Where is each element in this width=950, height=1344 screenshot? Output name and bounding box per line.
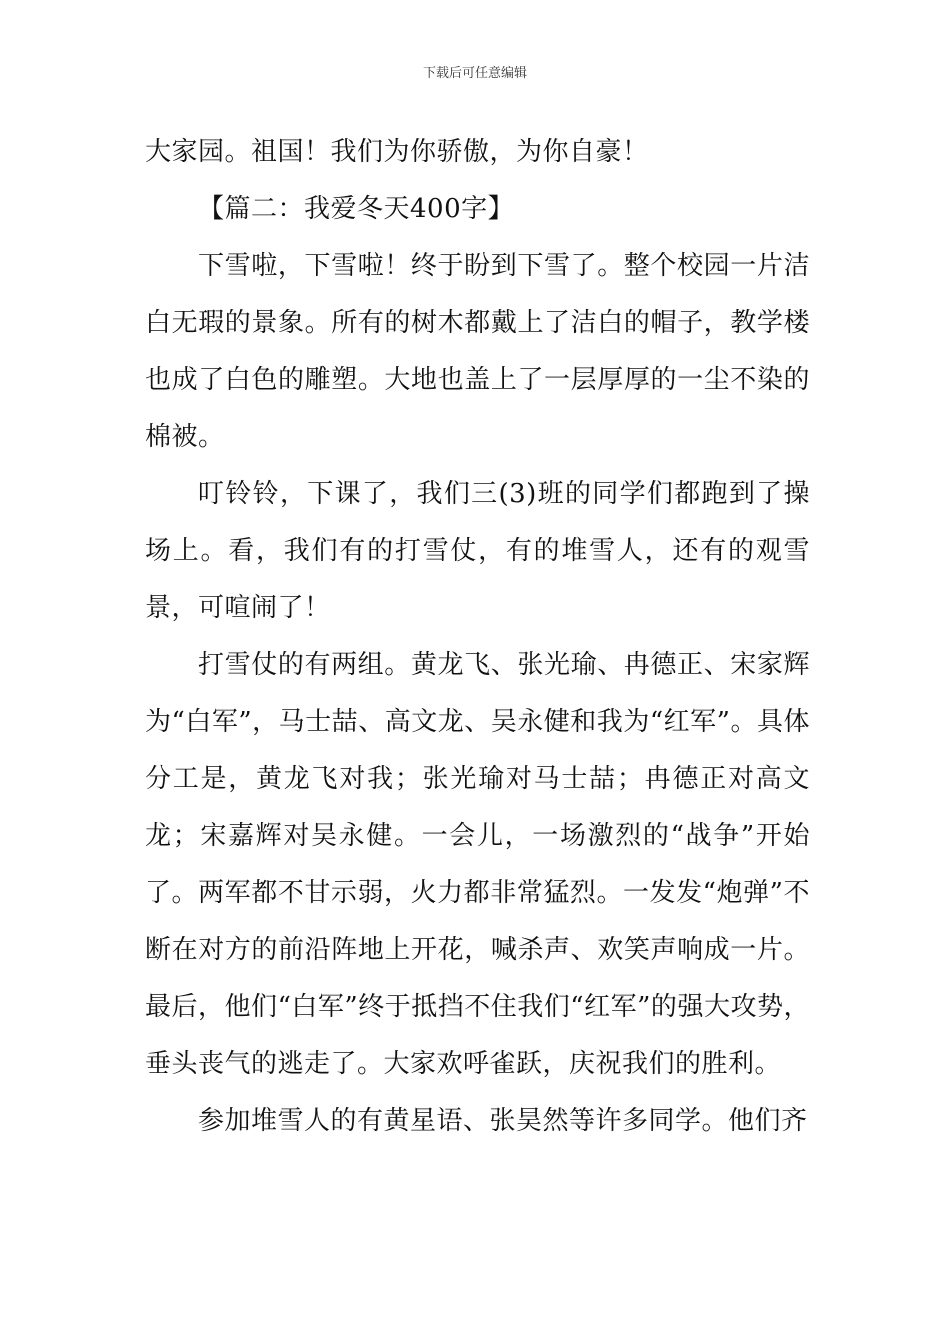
paragraph-continuation: 大家园。祖国！我们为你骄傲，为你自豪！: [145, 137, 649, 167]
paragraph: 叮铃铃，下课了，我们三(3)班的同学们都跑到了操场上。看，我们有的打雪仗，有的堆雪人，还有的观雪景，可喧闹了！: [145, 479, 810, 623]
paragraph: 下雪啦，下雪啦！终于盼到下雪了。整个校园一片洁白无瑕的景象。所有的树木都戴上了洁白的帽子，教学楼也成了白色的雕塑。大地也盖上了一层厚厚的一尘不染的棉被。: [145, 251, 810, 452]
document-body: [145, 124, 810, 1150]
page-header: 下载后可任意编辑: [422, 66, 527, 81]
paragraph: 打雪仗的有两组。黄龙飞、张光瑜、冉德正、宋家辉为“白军”，马士喆、高文龙、吴永健和我为“红军”。具体分工是，黄龙飞对我；张光瑜对马士喆；冉德正对高文龙；宋嘉辉对吴永健。一会儿，一场激烈的“战争”开始了。两军都不甘示弱，火力都非常猛烈。一发发“炮弹”不断在对方的前沿阵地上开花，喊杀声、欢笑声响成一片。最后，他们“白军”终于抵挡不住我们“红军”的强大攻势，垂头丧气的逃走了。大家欢呼雀跃，庆祝我们的胜利。: [145, 650, 810, 1079]
section-title: 【篇二：我爱冬天400字】: [198, 194, 515, 224]
paragraph: 参加堆雪人的有黄星语、张昊然等许多同学。他们齐: [198, 1106, 808, 1136]
